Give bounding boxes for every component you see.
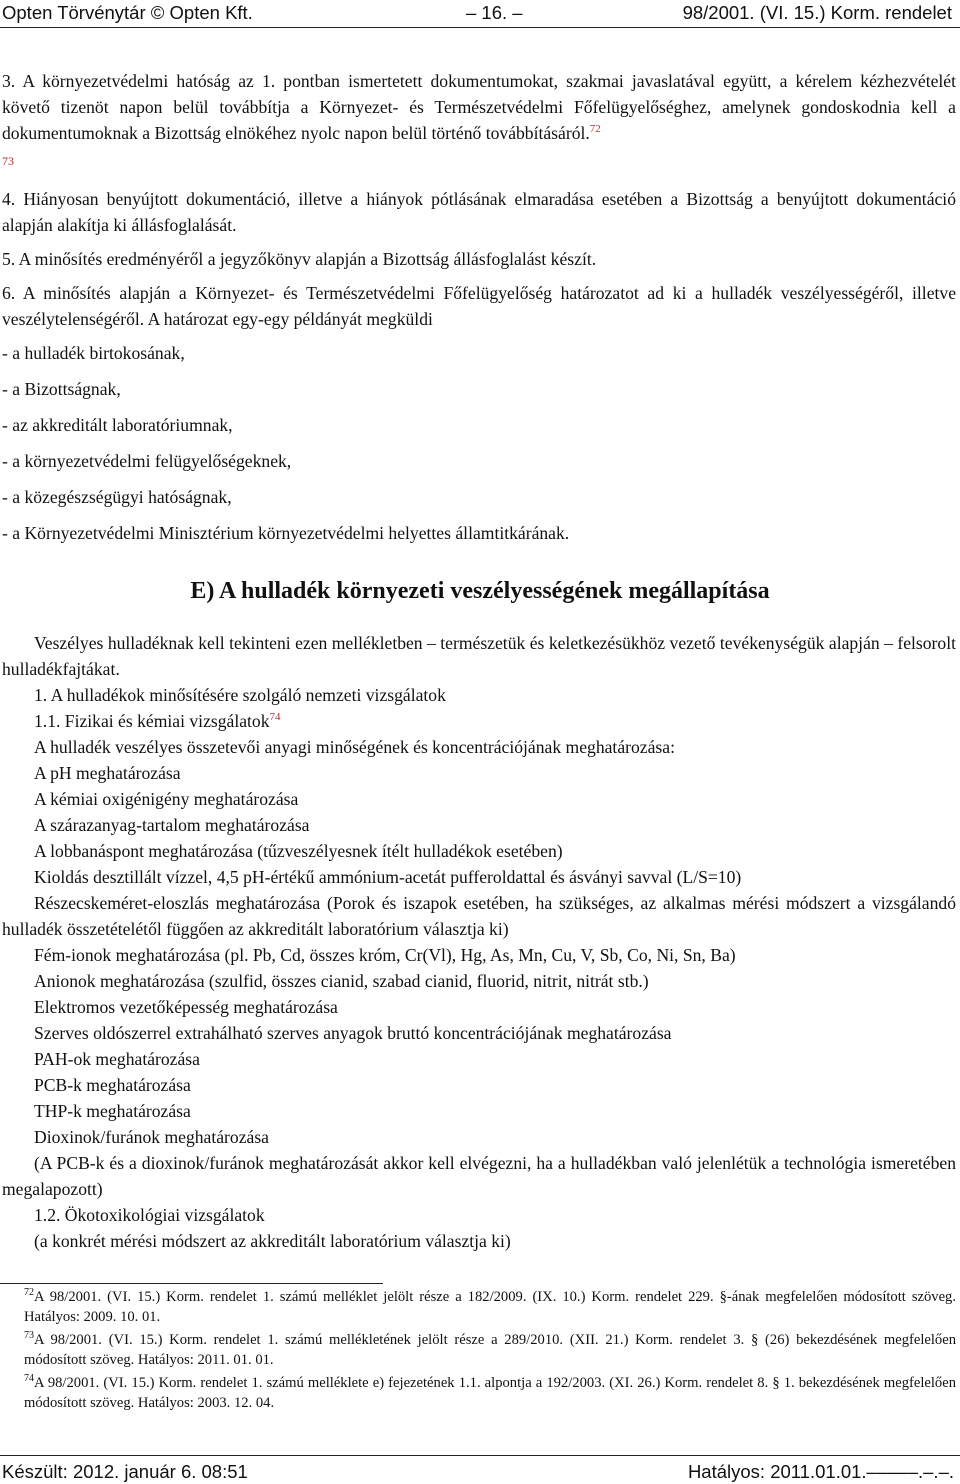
recipient-list — [2, 340, 956, 546]
list-item: Fém-ionok meghatározása (pl. Pb, Cd, összes króm, Cr(Vl), Hg, As, Mn, Cu, V, Sb, Co, Ni, Sn, Ba) — [34, 945, 736, 965]
footnote-ref-73[interactable]: 73 — [2, 154, 14, 168]
list-item: PCB-k meghatározása — [34, 1075, 191, 1095]
list-item: THP-k meghatározása — [34, 1101, 191, 1121]
footer-rule — [0, 1455, 960, 1456]
list-item: - a környezetvédelmi felügyelőségeknek, — [2, 451, 292, 471]
list-item: Dioxinok/furánok meghatározása — [34, 1127, 269, 1147]
page-header — [0, 0, 960, 26]
list-item: A szárazanyag-tartalom meghatározása — [34, 815, 310, 835]
heading-1-2-note: (a konkrét mérési módszert az akkreditált laboratórium választja ki) — [34, 1231, 511, 1251]
footer-effective: Hatályos: 2011.01.01.–––––.–.–. — [687, 1461, 954, 1482]
paragraph-6: 6. A minősítés alapján a Környezet- és Természetvédelmi Főfelügyelőség határozatot ad ki a hulladék veszélyességéről, illetve veszélytelenségéről. A határozat egy-egy példányát megküldi — [2, 283, 956, 329]
list-item: - a hulladék birtokosának, — [2, 343, 185, 363]
list-item: A pH meghatározása — [34, 763, 181, 783]
list-item: - a Környezetvédelmi Minisztérium környezetvédelmi helyettes államtitkárának. — [2, 523, 570, 543]
section-e-body — [2, 630, 956, 1254]
list-item: Kioldás desztillált vízzel, 4,5 pH-értékű ammónium-acetát pufferoldattal és ásványi savval (L/S=10) — [34, 867, 742, 887]
paragraph-3: 3. A környezetvédelmi hatóság az 1. pontban ismertetett dokumentumokat, szakmai javaslatával együtt, a kérelem kézhezvételét követő tizenöt napon belül továbbítja a Környezet- és Természetvédelmi Főfelügyelőséghez, amelynek gondoskodnia kell a dokumentumoknak a Bizottság elnökéhez nyolc napon belül történő továbbításáról.$^{72}$ 73 — [2, 71, 956, 168]
page-footer — [0, 1458, 960, 1484]
paragraph-4: 4. Hiányosan benyújtott dokumentáció, illetve a hiányok pótlásának elmaradása esetében a Bizottság a benyújtott dokumentáció alapján alakítja ki állásfoglalását. — [2, 189, 956, 235]
footnote-73: $^{73}$A 98/2001. (VI. 15.) Korm. rendelet 1. számú mellékletének jelölt része a 289/2010. (XII. 21.) Korm. rendelet 3. § (26) bekezdésének megfelelően módosított szöveg. Hatályos: 2011. 01. 01. — [24, 1330, 956, 1368]
list-item: A kémiai oxigénigény meghatározása — [34, 789, 299, 809]
list-item: A hulladék veszélyes összetevői anyagi minőségének és koncentrációjának meghatározása: — [34, 737, 675, 757]
footer-created: Készült: 2012. január 6. 08:51 — [2, 1461, 248, 1482]
footnote-rule — [0, 1283, 383, 1284]
header-rule — [0, 27, 960, 28]
footnote-number: 74 — [24, 1373, 34, 1385]
list-item: Anionok meghatározása (szulfid, összes cianid, szabad cianid, fluorid, nitrit, nitrát stb.) — [34, 971, 649, 991]
intro-paragraph: Veszélyes hulladéknak kell tekinteni ezen mellékletben – természetük és keletkezésükhöz vezető tevékenységük alapján – felsorolt hulladékfajtákat. — [2, 633, 956, 679]
heading-1: 1. A hulladékok minősítésére szolgáló nemzeti vizsgálatok — [34, 685, 446, 705]
footnotes — [2, 1288, 956, 1413]
list-item: - a közegészségügyi hatóságnak, — [2, 487, 232, 507]
footnote-ref-72[interactable]: 72 — [589, 123, 601, 136]
header-document-id: 98/2001. (VI. 15.) Korm. rendelet — [682, 2, 952, 23]
document-body — [2, 68, 956, 546]
list-item: A lobbanáspont meghatározása (tűzveszélyesnek ítélt hulladékok esetében) — [34, 841, 563, 861]
header-page-number: – 16. – — [466, 2, 523, 23]
footnote-number: 72 — [24, 1287, 34, 1299]
section-title: E) A hulladék környezeti veszélyességének megállapítása — [190, 578, 770, 604]
list-item: Elektromos vezetőképesség meghatározása — [34, 997, 338, 1017]
heading-1-1: 1.1. Fizikai és kémiai vizsgálatok$^{74}$ — [34, 711, 281, 731]
paragraph-5: 5. A minősítés eredményéről a jegyzőkönyv alapján a Bizottság állásfoglalást készít. — [2, 249, 597, 269]
footnote-74: $^{74}$A 98/2001. (VI. 15.) Korm. rendelet 1. számú melléklete e) fejezetének 1.1. alpontja a 192/2003. (XI. 26.) Korm. rendelet 8. § 1. bekezdésének megfelelően módosított szöveg. Hatályos: 2003. 12. 04. — [24, 1373, 956, 1411]
footnote-ref-74[interactable]: 74 — [269, 711, 281, 724]
pcb-note: (A PCB-k és a dioxinok/furánok meghatározását akkor kell elvégezni, ha a hulladékban való jelenlétük a technológia ismeretében megalapozott) — [2, 1153, 956, 1199]
footnote-number: 73 — [24, 1330, 34, 1342]
header-publisher: Opten Törvénytár © Opten Kft. — [2, 2, 253, 23]
list-item: PAH-ok meghatározása — [34, 1049, 200, 1069]
footnote-72: $^{72}$A 98/2001. (VI. 15.) Korm. rendelet 1. számú melléklet jelölt része a 182/2009. (IX. 10.) Korm. rendelet 229. §-ának megfelelően módosított szöveg. Hatályos: 2009. 10. 01. — [24, 1287, 956, 1325]
list-item: - a Bizottságnak, — [2, 379, 121, 399]
list-item: - az akkreditált laboratóriumnak, — [2, 415, 233, 435]
heading-1-2: 1.2. Ökotoxikológiai vizsgálatok — [34, 1205, 265, 1225]
list-item: Részecskeméret-eloszlás meghatározása (Porok és iszapok esetében, ha szükséges, az alkalmas mérési módszert a vizsgálandó hulladék összetételétől függően az akkreditált laboratórium választja ki) — [2, 893, 956, 939]
list-item: Szerves oldószerrel extrahálható szerves anyagok bruttó koncentrációjának meghatározása — [34, 1023, 672, 1043]
